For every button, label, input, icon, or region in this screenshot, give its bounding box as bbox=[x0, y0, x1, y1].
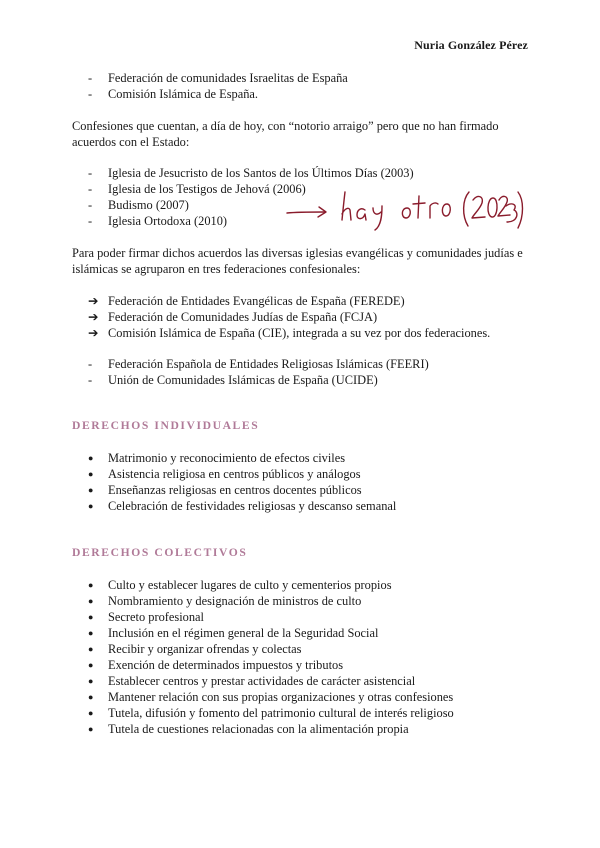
list-item-text: Iglesia de los Testigos de Jehová (2006) bbox=[108, 182, 306, 196]
list-item-text: Nombramiento y designación de ministros de culto bbox=[108, 594, 362, 608]
note-digit-3 bbox=[506, 204, 517, 222]
list-item-text: Comisión Islámica de España. bbox=[108, 87, 259, 101]
federaciones-list bbox=[72, 293, 532, 341]
note-paren-close bbox=[518, 192, 523, 228]
note-digit-2b bbox=[498, 196, 510, 216]
list-marker: ● bbox=[88, 453, 94, 463]
list-item-text: Celebración de festividades religiosas y descanso semanal bbox=[108, 499, 397, 513]
list-item-text: Iglesia de Jesucristo de los Santos de los Últimos Días (2003) bbox=[108, 166, 414, 180]
list-item-text: Federación de comunidades Israelitas de España bbox=[108, 71, 348, 85]
list-marker: ● bbox=[88, 612, 94, 622]
list-item-text: Exención de determinados impuestos y tributos bbox=[108, 658, 344, 672]
acuerdos-paragraph: Para poder firmar dichos acuerdos las diversas iglesias evangélicas y comunidades judías e islámicas se agruparon en tres federaciones confesionales: bbox=[72, 246, 523, 276]
cie-list bbox=[72, 356, 532, 388]
list-item-text: Enseñanzas religiosas en centros docentes públicos bbox=[108, 483, 362, 497]
list-marker: ➔ bbox=[88, 326, 99, 340]
federations-end-list-block bbox=[72, 70, 532, 102]
list-item bbox=[72, 86, 532, 102]
list-marker: ● bbox=[88, 485, 94, 495]
list-marker: - bbox=[88, 182, 93, 196]
individuales-list-block bbox=[72, 450, 532, 514]
list-item bbox=[72, 498, 532, 514]
note-paren-open bbox=[464, 192, 469, 226]
colectivos-list-block bbox=[72, 577, 532, 737]
list-marker: - bbox=[88, 357, 93, 371]
list-item bbox=[72, 641, 532, 657]
list-item bbox=[72, 673, 532, 689]
list-item-text: Tutela de cuestiones relacionadas con la alimentación propia bbox=[108, 722, 409, 736]
note-letter-o bbox=[402, 208, 410, 218]
federaciones-list-block bbox=[72, 293, 532, 341]
list-marker: - bbox=[88, 166, 93, 180]
list-marker: ➔ bbox=[88, 310, 99, 324]
list-item bbox=[72, 657, 532, 673]
list-marker: ● bbox=[88, 660, 94, 670]
list-item-text: Federación de Entidades Evangélicas de España (FEREDE) bbox=[108, 294, 405, 308]
list-item bbox=[72, 325, 532, 341]
list-item bbox=[72, 593, 532, 609]
list-item bbox=[72, 721, 532, 737]
list-marker: ● bbox=[88, 596, 94, 606]
cie-list-block bbox=[72, 356, 532, 388]
list-item bbox=[72, 689, 532, 705]
list-item bbox=[72, 625, 532, 641]
list-item bbox=[72, 372, 532, 388]
federations-end-list bbox=[72, 70, 532, 102]
list-marker: ● bbox=[88, 469, 94, 479]
note-letter-r bbox=[430, 203, 438, 218]
list-marker: - bbox=[88, 214, 93, 228]
list-item bbox=[72, 70, 532, 86]
note-letter-y bbox=[373, 206, 382, 230]
acuerdos-paragraph-block bbox=[72, 245, 532, 277]
list-item bbox=[72, 450, 532, 466]
list-item bbox=[72, 165, 532, 181]
list-marker: ● bbox=[88, 676, 94, 686]
list-marker: - bbox=[88, 71, 93, 85]
list-item bbox=[72, 705, 532, 721]
notorio-paragraph: Confesiones que cuentan, a día de hoy, con “notorio arraigo” pero que no han firmado acuerdos con el Estado: bbox=[72, 119, 499, 149]
heading-derechos-individuales: DERECHOS INDIVIDUALES bbox=[72, 419, 260, 432]
list-item-text: Tutela, difusión y fomento del patrimonio cultural de interés religioso bbox=[108, 706, 454, 720]
list-marker: ● bbox=[88, 644, 94, 654]
note-letter-o2 bbox=[442, 204, 450, 216]
list-item-text: Recibir y organizar ofrendas y colectas bbox=[108, 642, 302, 656]
colectivos-list bbox=[72, 577, 532, 737]
list-marker: ● bbox=[88, 628, 94, 638]
list-item-text: Mantener relación con sus propias organizaciones y otras confesiones bbox=[108, 690, 454, 704]
note-digit-0 bbox=[488, 198, 497, 217]
list-marker: ● bbox=[88, 708, 94, 718]
list-item-text: Establecer centros y prestar actividades de carácter asistencial bbox=[108, 674, 416, 688]
list-item-text: Inclusión en el régimen general de la Seguridad Social bbox=[108, 626, 379, 640]
note-letter-t bbox=[413, 196, 425, 218]
list-item bbox=[72, 577, 532, 593]
note-letter-h bbox=[342, 192, 351, 220]
list-item bbox=[72, 609, 532, 625]
list-item-text: Culto y establecer lugares de culto y cementerios propios bbox=[108, 578, 392, 592]
list-marker: - bbox=[88, 198, 93, 212]
note-digit-2a bbox=[472, 196, 485, 218]
list-item-text: Budismo (2007) bbox=[108, 198, 189, 212]
list-item bbox=[72, 466, 532, 482]
list-marker: ➔ bbox=[88, 294, 99, 308]
individuales-list bbox=[72, 450, 532, 514]
note-arrow-shaft bbox=[287, 212, 325, 213]
list-item-text: Federación de Comunidades Judías de España (FCJA) bbox=[108, 310, 378, 324]
list-item bbox=[72, 356, 532, 372]
list-item-text: Comisión Islámica de España (CIE), integrada a su vez por dos federaciones. bbox=[108, 326, 491, 340]
list-marker: - bbox=[88, 373, 93, 387]
list-item-text: Matrimonio y reconocimiento de efectos civiles bbox=[108, 451, 346, 465]
list-item-text: Asistencia religiosa en centros públicos y análogos bbox=[108, 467, 361, 481]
handwritten-note bbox=[285, 188, 525, 232]
list-item bbox=[72, 293, 532, 309]
list-item-text: Federación Española de Entidades Religiosas Islámicas (FEERI) bbox=[108, 357, 429, 371]
list-marker: ● bbox=[88, 501, 94, 511]
list-marker: - bbox=[88, 87, 93, 101]
heading-derechos-colectivos: DERECHOS COLECTIVOS bbox=[72, 546, 248, 559]
list-marker: ● bbox=[88, 580, 94, 590]
list-item bbox=[72, 309, 532, 325]
list-item bbox=[72, 482, 532, 498]
note-letter-a bbox=[357, 209, 366, 220]
list-item-text: Unión de Comunidades Islámicas de España (UCIDE) bbox=[108, 373, 378, 387]
notorio-paragraph-block bbox=[72, 118, 532, 150]
author-header: Nuria González Pérez bbox=[414, 38, 528, 52]
list-item-text: Iglesia Ortodoxa (2010) bbox=[108, 214, 228, 228]
list-item-text: Secreto profesional bbox=[108, 610, 204, 624]
list-marker: ● bbox=[88, 724, 94, 734]
list-marker: ● bbox=[88, 692, 94, 702]
